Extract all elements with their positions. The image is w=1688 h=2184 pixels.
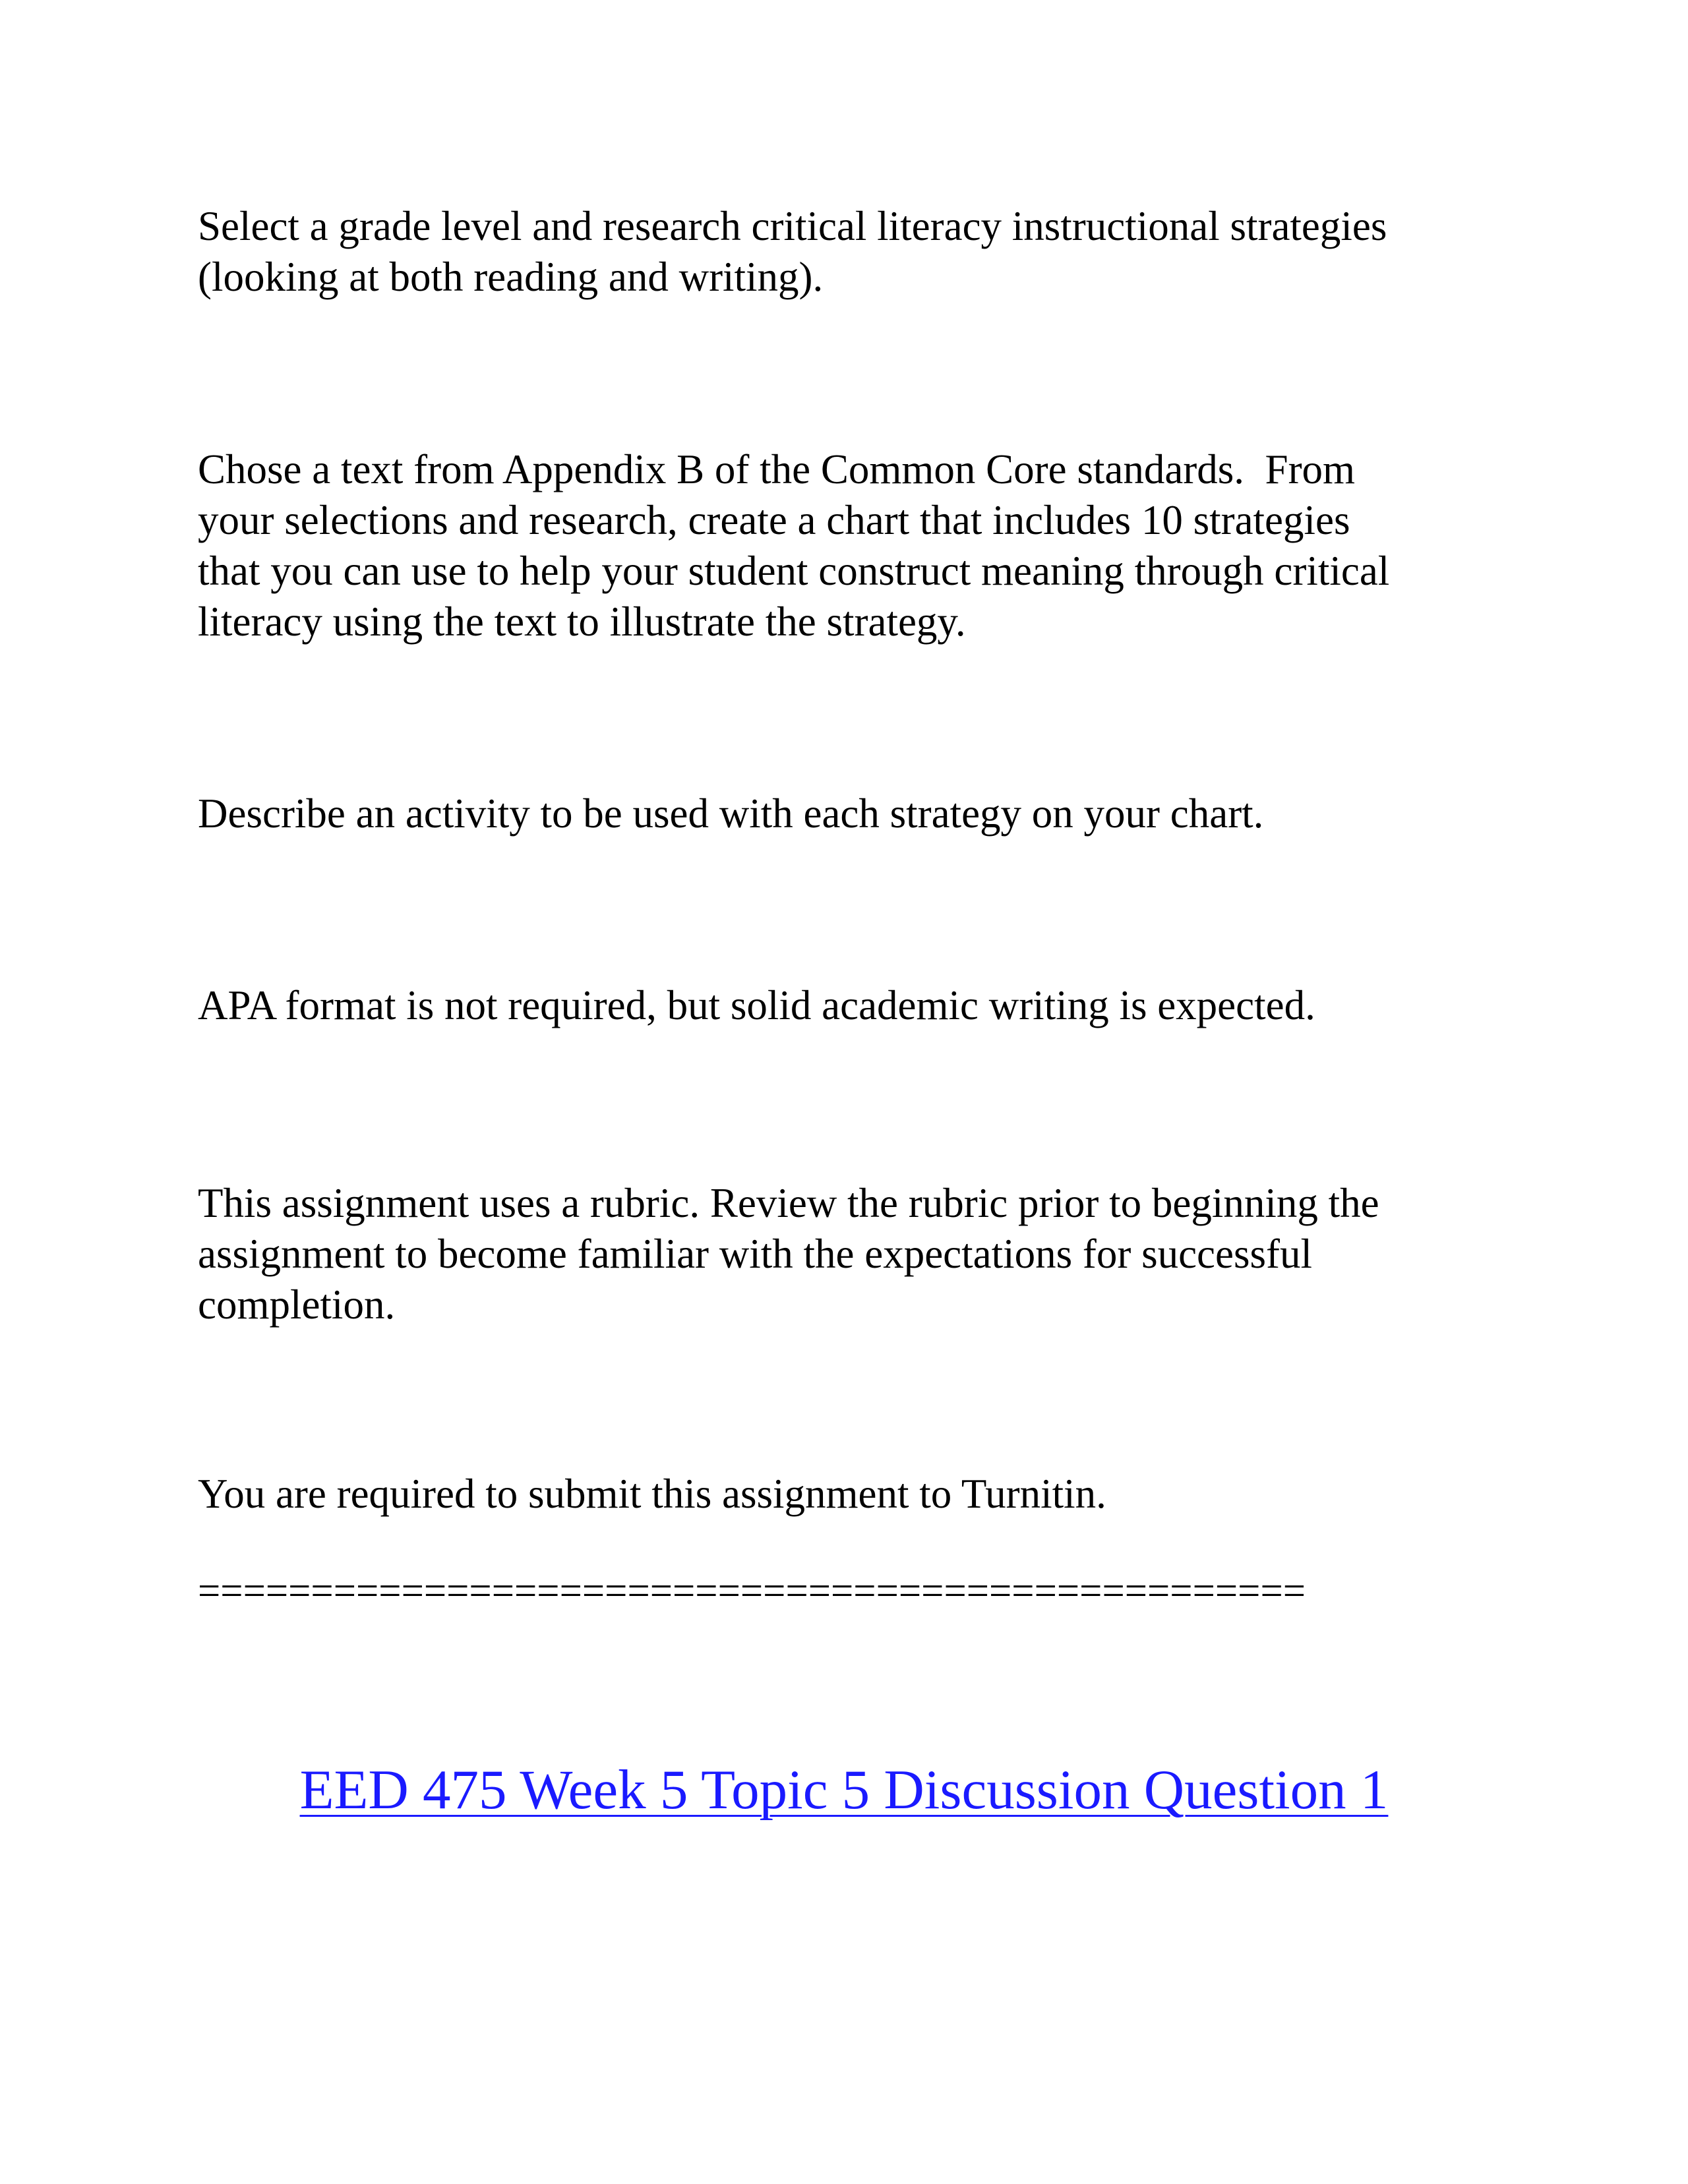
text-line: APA format is not required, but solid academic writing is expected. <box>198 982 1315 1028</box>
text-line: Describe an activity to be used with each strategy on your chart. <box>198 790 1264 837</box>
instruction-paragraph-activity <box>198 788 1484 839</box>
text-line: (looking at both reading and writing). <box>198 254 824 300</box>
instruction-paragraph-choose-text <box>198 444 1484 647</box>
separator-line: ================================================= <box>198 1568 1306 1614</box>
text-line: your selections and research, create a chart that includes 10 strategies <box>198 497 1350 543</box>
text-line: You are required to submit this assignment to Turnitin. <box>198 1471 1106 1517</box>
text-line: literacy using the text to illustrate the strategy. <box>198 599 966 645</box>
text-line: This assignment uses a rubric. Review the rubric prior to beginning the <box>198 1180 1379 1226</box>
instruction-paragraph-rubric <box>198 1178 1484 1330</box>
text-line: Chose a text from Appendix B of the Common Core standards. From <box>198 446 1356 492</box>
instruction-paragraph-grade-level <box>198 201 1484 303</box>
text-line: completion. <box>198 1282 396 1328</box>
instruction-paragraph-turnitin <box>198 1469 1484 1520</box>
text-line: assignment to become familiar with the expectations for successful <box>198 1231 1312 1277</box>
text-line: Select a grade level and research critical literacy instructional strategies <box>198 203 1387 249</box>
next-topic-heading <box>0 1757 1688 1823</box>
next-topic-link[interactable]: EED 475 Week 5 Topic 5 Discussion Question 1 <box>299 1759 1389 1821</box>
text-line: that you can use to help your student construct meaning through critical <box>198 548 1390 594</box>
instruction-paragraph-apa <box>198 980 1484 1031</box>
